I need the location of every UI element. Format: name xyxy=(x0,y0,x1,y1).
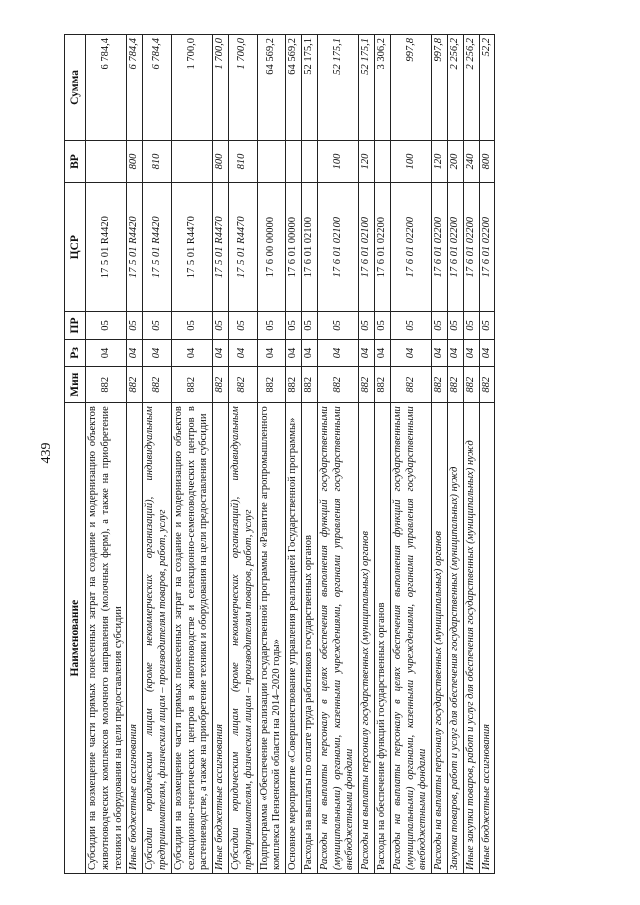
table-cell-csr: 17 6 01 00000 xyxy=(286,183,302,312)
table-cell-vr: 120 xyxy=(359,140,375,182)
budget-table xyxy=(64,34,495,874)
table-row xyxy=(127,35,143,874)
table-cell-min: 882 xyxy=(257,367,286,403)
table-cell-rz: 04 xyxy=(143,339,172,367)
table-cell-csr: 17 5 01 R4470 xyxy=(171,183,212,312)
table-cell-rz: 04 xyxy=(317,339,358,367)
table-cell-vr xyxy=(86,140,127,182)
table-cell-rz: 04 xyxy=(359,339,375,367)
table-cell-pr: 05 xyxy=(479,312,495,340)
table-cell-name: Закупка товаров, работ и услуг для обеспечения государственных (муниципальных) нужд xyxy=(447,403,463,874)
table-cell-pr: 05 xyxy=(286,312,302,340)
table-cell-pr: 05 xyxy=(463,312,479,340)
table-cell-csr: 17 5 01 R4420 xyxy=(86,183,127,312)
header-row xyxy=(65,35,86,874)
table-cell-sum: 64 569,2 xyxy=(286,35,302,141)
table-cell-sum: 1 700,0 xyxy=(228,35,257,141)
table-cell-csr: 17 5 01 R4470 xyxy=(213,183,229,312)
table-cell-min: 882 xyxy=(479,367,495,403)
rotated-table-container xyxy=(64,34,584,874)
table-cell-vr: 810 xyxy=(143,140,172,182)
table-cell-sum: 997,8 xyxy=(390,35,431,141)
table-cell-name: Иные бюджетные ассигнования xyxy=(479,403,495,874)
table-cell-min: 882 xyxy=(213,367,229,403)
table-cell-rz: 04 xyxy=(390,339,431,367)
table-cell-name: Расходы на выплаты персоналу в целях обеспечения выполнения функций государственными (муниципальными) органами, казенными учреждениями, органами управления государственными внебюджетными фондами xyxy=(317,403,358,874)
table-cell-vr xyxy=(374,140,390,182)
table-row xyxy=(479,35,495,874)
table-cell-name: Субсидии юридическим лицам (кроме некоммерческих организаций), индивидуальным предпринимателям, физическим лицам – производителям товаров, работ, услуг xyxy=(228,403,257,874)
table-row xyxy=(359,35,375,874)
table-cell-min: 882 xyxy=(143,367,172,403)
table-cell-name: Субсидии на возмещение части прямых понесенных затрат на создание и модернизацию объектов животноводческих комплексов молочного направления (молочных ферм), а также на приобретение техники и оборудования на цели предоставления субсидии xyxy=(86,403,127,874)
header-min: Мин xyxy=(65,367,86,403)
table-cell-name: Субсидии на возмещение части прямых понесенных затрат на создание и модернизацию объектов селекционно-генетических центров в животноводстве и селекционно-семеноводческих центров в растениеводстве, а также на приобретение техники и оборудования на цели предоставления субсидии xyxy=(171,403,212,874)
table-cell-min: 882 xyxy=(228,367,257,403)
table-cell-name: Иные бюджетные ассигнования xyxy=(127,403,143,874)
table-cell-min: 882 xyxy=(463,367,479,403)
table-cell-sum: 52,2 xyxy=(479,35,495,141)
table-cell-csr: 17 6 01 02200 xyxy=(432,183,448,312)
table-row xyxy=(447,35,463,874)
table-cell-min: 882 xyxy=(171,367,212,403)
header-vr: ВР xyxy=(65,140,86,182)
table-row xyxy=(390,35,431,874)
table-row xyxy=(171,35,212,874)
table-cell-vr: 200 xyxy=(447,140,463,182)
table-cell-pr: 05 xyxy=(257,312,286,340)
table-cell-pr: 05 xyxy=(432,312,448,340)
table-cell-pr: 05 xyxy=(228,312,257,340)
table-cell-min: 882 xyxy=(447,367,463,403)
table-cell-csr: 17 6 01 02200 xyxy=(463,183,479,312)
table-cell-vr: 240 xyxy=(463,140,479,182)
table-cell-name: Расходы на обеспечение функций государственных органов xyxy=(374,403,390,874)
header-sum: Сумма xyxy=(65,35,86,141)
table-row xyxy=(463,35,479,874)
table-row xyxy=(432,35,448,874)
table-cell-sum: 6 784,4 xyxy=(143,35,172,141)
table-row xyxy=(317,35,358,874)
table-row xyxy=(257,35,286,874)
table-cell-vr: 100 xyxy=(390,140,431,182)
table-row xyxy=(286,35,302,874)
table-cell-rz: 04 xyxy=(463,339,479,367)
table-cell-pr: 05 xyxy=(171,312,212,340)
table-body xyxy=(86,35,495,874)
table-cell-sum: 6 784,4 xyxy=(86,35,127,141)
table-cell-rz: 04 xyxy=(432,339,448,367)
table-cell-csr: 17 6 01 02200 xyxy=(390,183,431,312)
table-cell-name: Основное мероприятие «Совершенствование управления реализацией Государственной программы» xyxy=(286,403,302,874)
header-csr: ЦСР xyxy=(65,183,86,312)
table-cell-vr: 120 xyxy=(432,140,448,182)
table-cell-pr: 05 xyxy=(301,312,317,340)
table-cell-vr: 810 xyxy=(228,140,257,182)
table-cell-sum: 52 175,1 xyxy=(359,35,375,141)
table-cell-pr: 05 xyxy=(374,312,390,340)
table-cell-name: Расходы на выплаты персоналу государственных (муниципальных) органов xyxy=(432,403,448,874)
table-cell-csr: 17 6 01 02100 xyxy=(317,183,358,312)
table-cell-pr: 05 xyxy=(390,312,431,340)
table-cell-rz: 04 xyxy=(374,339,390,367)
table-cell-csr: 17 6 01 02100 xyxy=(301,183,317,312)
table-cell-min: 882 xyxy=(317,367,358,403)
table-cell-csr: 17 6 01 02100 xyxy=(359,183,375,312)
table-cell-csr: 17 6 00 00000 xyxy=(257,183,286,312)
table-cell-sum: 2 256,2 xyxy=(463,35,479,141)
table-cell-min: 882 xyxy=(301,367,317,403)
table-cell-sum: 52 175,1 xyxy=(317,35,358,141)
table-row xyxy=(374,35,390,874)
table-cell-sum: 997,8 xyxy=(432,35,448,141)
table-cell-vr xyxy=(286,140,302,182)
table-cell-min: 882 xyxy=(127,367,143,403)
table-cell-name: Подпрограмма «Обеспечение реализации государственной программы «Развитие агропромышленного комплекса Пензенской области на 2014–2020 годы» xyxy=(257,403,286,874)
table-cell-min: 882 xyxy=(359,367,375,403)
table-cell-min: 882 xyxy=(286,367,302,403)
table-cell-rz: 04 xyxy=(127,339,143,367)
table-cell-pr: 05 xyxy=(447,312,463,340)
table-cell-rz: 04 xyxy=(86,339,127,367)
table-cell-sum: 64 569,2 xyxy=(257,35,286,141)
table-cell-rz: 04 xyxy=(213,339,229,367)
table-cell-vr: 800 xyxy=(127,140,143,182)
table-cell-rz: 04 xyxy=(479,339,495,367)
table-cell-vr: 100 xyxy=(317,140,358,182)
header-rz: Рз xyxy=(65,339,86,367)
table-cell-csr: 17 6 01 02200 xyxy=(447,183,463,312)
table-cell-name: Субсидии юридическим лицам (кроме некоммерческих организаций), индивидуальным предпринимателям, физическим лицам – производителям товаров, работ, услуг xyxy=(143,403,172,874)
table-row xyxy=(86,35,127,874)
table-cell-csr: 17 6 01 02200 xyxy=(479,183,495,312)
table-cell-sum: 2 256,2 xyxy=(447,35,463,141)
table-cell-rz: 04 xyxy=(257,339,286,367)
table-cell-min: 882 xyxy=(432,367,448,403)
table-cell-sum: 6 784,4 xyxy=(127,35,143,141)
table-row xyxy=(143,35,172,874)
table-cell-pr: 05 xyxy=(127,312,143,340)
table-cell-rz: 04 xyxy=(286,339,302,367)
table-cell-rz: 04 xyxy=(301,339,317,367)
table-cell-name: Расходы на выплаты персоналу в целях обеспечения выполнения функций государственными (муниципальными) органами, казенными учреждениями, органами управления государственными внебюджетными фондами xyxy=(390,403,431,874)
table-cell-csr: 17 5 01 R4420 xyxy=(143,183,172,312)
table-cell-rz: 04 xyxy=(228,339,257,367)
header-name: Наименование xyxy=(65,403,86,874)
table-row xyxy=(213,35,229,874)
table-cell-sum: 3 306,2 xyxy=(374,35,390,141)
table-cell-sum: 1 700,0 xyxy=(171,35,212,141)
table-cell-sum: 52 175,1 xyxy=(301,35,317,141)
table-cell-name: Расходы на выплаты по оплате труда работников государственных органов xyxy=(301,403,317,874)
table-cell-min: 882 xyxy=(374,367,390,403)
table-cell-vr: 800 xyxy=(213,140,229,182)
table-cell-vr xyxy=(301,140,317,182)
table-cell-pr: 05 xyxy=(213,312,229,340)
table-cell-csr: 17 6 01 02200 xyxy=(374,183,390,312)
table-cell-csr: 17 5 01 R4470 xyxy=(228,183,257,312)
table-cell-name: Иные бюджетные ассигнования xyxy=(213,403,229,874)
table-cell-min: 882 xyxy=(86,367,127,403)
table-cell-name: Расходы на выплаты персоналу государственных (муниципальных) органов xyxy=(359,403,375,874)
table-cell-csr: 17 5 01 R4420 xyxy=(127,183,143,312)
table-row xyxy=(301,35,317,874)
table-cell-rz: 04 xyxy=(447,339,463,367)
table-cell-name: Иные закупки товаров, работ и услуг для обеспечения государственных (муниципальных) нужд xyxy=(463,403,479,874)
table-cell-vr xyxy=(171,140,212,182)
table-cell-pr: 05 xyxy=(143,312,172,340)
table-cell-pr: 05 xyxy=(359,312,375,340)
table-cell-rz: 04 xyxy=(171,339,212,367)
table-cell-vr: 800 xyxy=(479,140,495,182)
table-cell-pr: 05 xyxy=(317,312,358,340)
page-number: 439 xyxy=(39,442,54,464)
table-cell-sum: 1 700,0 xyxy=(213,35,229,141)
table-cell-pr: 05 xyxy=(86,312,127,340)
header-pr: ПР xyxy=(65,312,86,340)
table-cell-min: 882 xyxy=(390,367,431,403)
table-row xyxy=(228,35,257,874)
table-cell-vr xyxy=(257,140,286,182)
